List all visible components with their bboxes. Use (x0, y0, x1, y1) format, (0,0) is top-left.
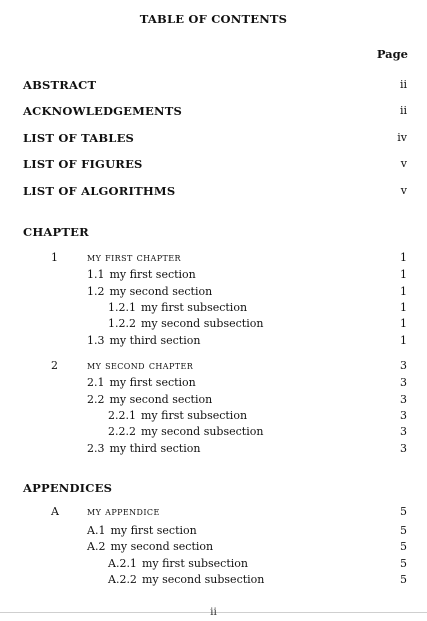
toc-subsection[interactable] (0, 317, 427, 333)
toc-entry-label: LIST OF FIGURES (23, 157, 143, 171)
toc-entry-acknowledgements[interactable] (0, 104, 427, 120)
toc-entry-page: 3 (400, 393, 407, 406)
toc-entry-label: ACKNOWLEDGEMENTS (23, 104, 182, 118)
subsection-number: 1.2.2 (108, 317, 136, 330)
toc-subsection[interactable] (0, 557, 427, 573)
appendices-heading: APPENDICES (23, 481, 113, 495)
subsection-number: 1.2.1 (108, 301, 136, 314)
toc-section[interactable] (0, 524, 427, 540)
toc-entry-page: 3 (400, 409, 407, 422)
subsection-title: my second subsection (141, 317, 264, 330)
toc-section[interactable] (0, 334, 427, 350)
section-title: my third section (109, 442, 201, 455)
subsection-number: A.2.2 (108, 573, 137, 586)
section-title: my second section (110, 540, 214, 553)
section-number: A.2 (87, 540, 106, 553)
toc-entry-page: ii (399, 104, 407, 117)
toc-subsection[interactable] (0, 425, 427, 441)
footer-page-number: ii (210, 606, 217, 618)
toc-entry-page: 1 (400, 251, 407, 264)
subsection-number: A.2.1 (108, 557, 137, 570)
section-number: 2.1 (87, 376, 105, 389)
toc-entry-page: 1 (400, 285, 407, 298)
subsection-title: my second subsection (141, 573, 265, 586)
toc-chapter-2[interactable] (0, 359, 427, 375)
section-number: 2.3 (87, 442, 105, 455)
chapter-number: 1 (51, 251, 58, 264)
section-number: 1.2 (87, 285, 105, 298)
subsection-title: my first subsection (141, 409, 248, 422)
toc-entry-page: 1 (400, 268, 407, 281)
toc-entry-label: ABSTRACT (23, 78, 97, 92)
subsection-number: 2.2.2 (108, 425, 136, 438)
toc-entry-page: 5 (400, 524, 407, 537)
toc-subsection[interactable] (0, 409, 427, 425)
section-title: my second section (109, 393, 213, 406)
toc-entry-page: ii (399, 78, 407, 91)
toc-entry-list-of-algorithms[interactable] (0, 184, 427, 200)
section-title: my first section (109, 376, 196, 389)
toc-appendix-a[interactable] (0, 505, 427, 521)
toc-entry-page: 3 (400, 425, 407, 438)
section-title: my second section (109, 285, 213, 298)
chapter-number: 2 (51, 359, 58, 372)
toc-section[interactable] (0, 540, 427, 556)
section-number: 2.2 (87, 393, 105, 406)
toc-section[interactable] (0, 393, 427, 409)
toc-entry-label: LIST OF ALGORITHMS (23, 184, 176, 198)
toc-entry-page: v (400, 184, 407, 197)
appendix-title: my appendice (87, 505, 160, 518)
section-number: 1.1 (87, 268, 105, 281)
toc-entry-page: 1 (400, 334, 407, 347)
section-title: my third section (109, 334, 201, 347)
section-title: my first section (109, 268, 196, 281)
page-column-header: Page (376, 47, 408, 61)
toc-section[interactable] (0, 376, 427, 392)
toc-entry-page: iv (397, 131, 407, 144)
chapter-title: my first chapter (87, 251, 181, 264)
toc-entry-list-of-tables[interactable] (0, 131, 427, 147)
toc-entry-page: 3 (400, 442, 407, 455)
section-number: 1.3 (87, 334, 105, 347)
subsection-number: 2.2.1 (108, 409, 136, 422)
toc-entry-page: 1 (400, 301, 407, 314)
toc-entry-page: 5 (400, 505, 407, 518)
toc-entry-page: 3 (400, 376, 407, 389)
section-number: A.1 (87, 524, 106, 537)
section-title: my first section (110, 524, 197, 537)
toc-subsection[interactable] (0, 301, 427, 317)
toc-section[interactable] (0, 285, 427, 301)
toc-entry-page: 5 (400, 557, 407, 570)
toc-entry-page: 5 (400, 573, 407, 586)
toc-entry-page: 3 (400, 359, 407, 372)
toc-entry-page: v (400, 157, 407, 170)
appendix-letter: A (51, 505, 59, 518)
toc-entry-label: LIST OF TABLES (23, 131, 135, 145)
toc-entry-list-of-figures[interactable] (0, 157, 427, 173)
toc-chapter-1[interactable] (0, 251, 427, 267)
page-title: TABLE OF CONTENTS (139, 12, 288, 26)
toc-entry-abstract[interactable] (0, 78, 427, 94)
toc-entry-page: 1 (400, 317, 407, 330)
toc-entry-page: 5 (400, 540, 407, 553)
chapter-heading: CHAPTER (23, 225, 89, 239)
chapter-title: my second chapter (87, 359, 194, 372)
subsection-title: my first subsection (141, 557, 248, 570)
subsection-title: my second subsection (141, 425, 264, 438)
toc-subsection[interactable] (0, 573, 427, 589)
toc-section[interactable] (0, 268, 427, 284)
toc-section[interactable] (0, 442, 427, 458)
subsection-title: my first subsection (141, 301, 248, 314)
